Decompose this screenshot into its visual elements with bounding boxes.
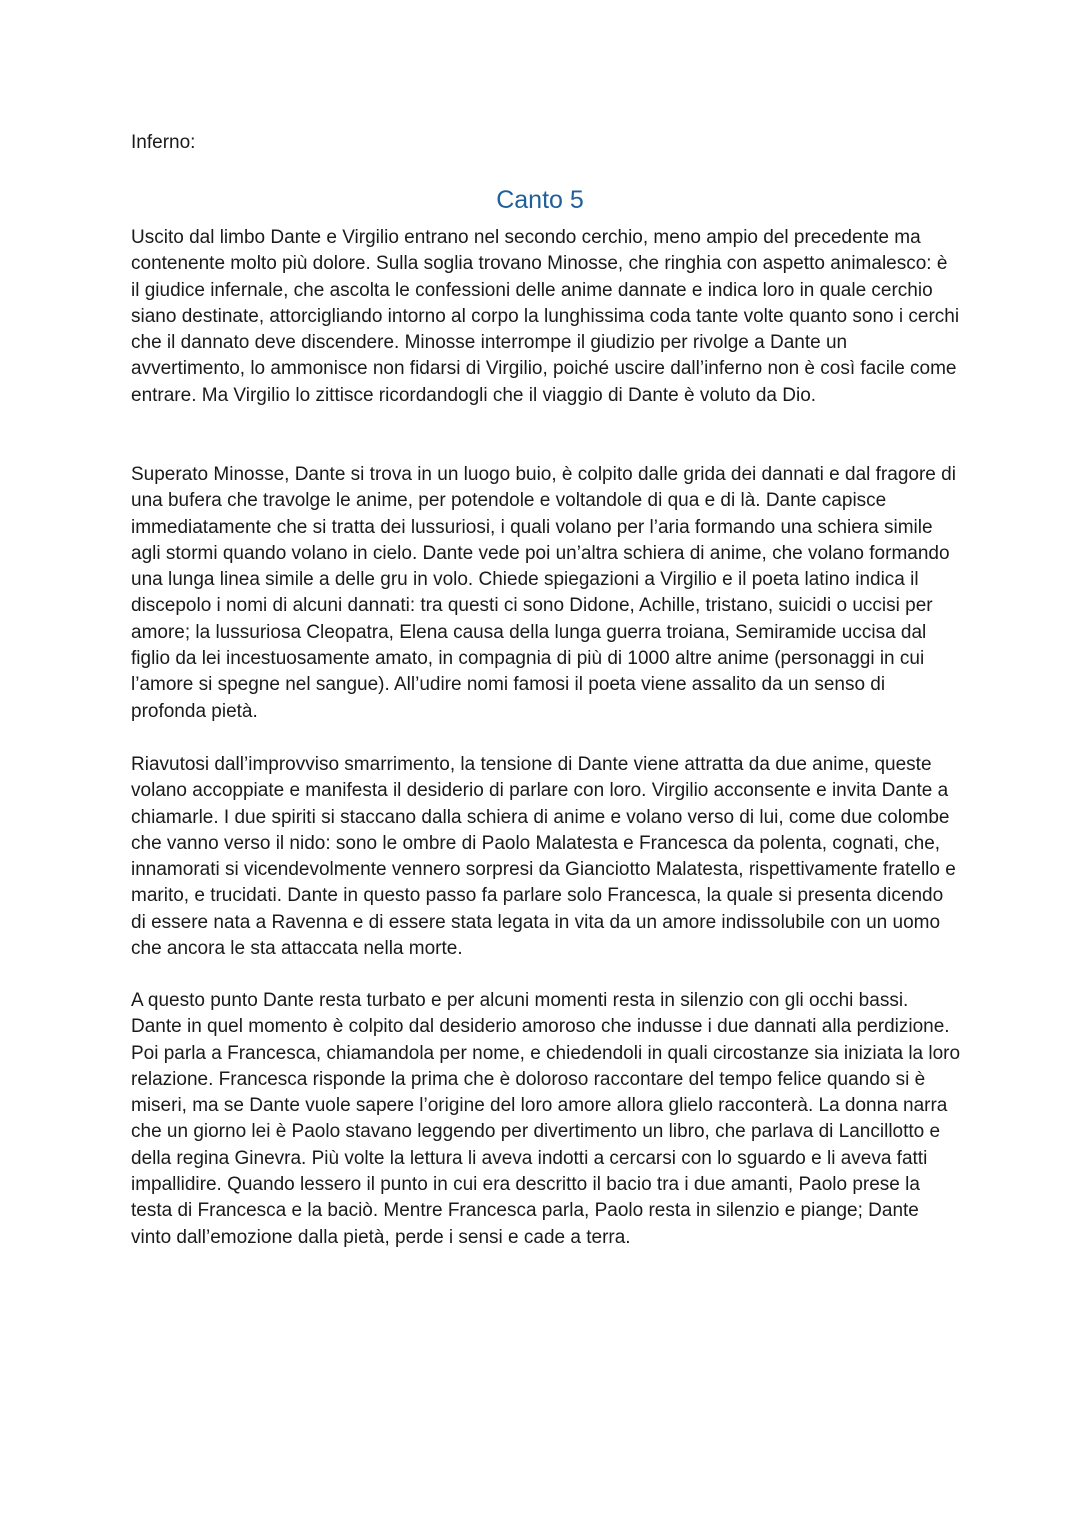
- paragraph-2: Superato Minosse, Dante si trova in un luogo buio, è colpito dalle grida dei dannati e dal fragore di una bufera che travolge le anime, per potendole e voltandole di qua e di là. Dante capisce immediatamente che si tratta dei lussuriosi, i quali volano per l’aria formando una schiera simile agli stormi quando volano in cielo. Dante vede poi un’altra schiera di anime, che volano formando una lunga linea simile a delle gru in volo. Chiede spiegazioni a Virgilio e il poeta latino indica il discepolo i nomi di alcuni dannati: tra questi ci sono Didone, Achille, tristano, suicidi o uccisi per amore; la lussuriosa Cleopatra, Elena causa della lunga guerra troiana, Semiramide uccisa dal figlio da lei incestuosamente amato, in compagnia di più di 1000 altre anime (personaggi in cui l’amore si spegne nel sangue). All’udire nomi famosi il poeta viene assalito da un senso di profonda pietà.: [131, 464, 956, 722]
- paragraph-1: Uscito dal limbo Dante e Virgilio entrano nel secondo cerchio, meno ampio del precedente ma contenente molto più dolore. Sulla soglia trovano Minosse, che ringhia con aspetto animalesco: è il giudice infernale, che ascolta le confessioni delle anime dannate e indica loro in quale cerchio siano destinate, attorcigliando intorno al corpo la lunghissima coda tante volte quanto sono i cerchi che il dannato deve discendere. Minosse interrompe il giudizio per rivolge a Dante un avvertimento, lo ammonisce non fidarsi di Virgilio, poiché uscire dall’inferno non è così facile come entrare. Ma Virgilio lo zittisce ricordandogli che il viaggio di Dante è voluto da Dio.: [131, 227, 960, 406]
- canto-heading: Canto 5: [496, 186, 584, 214]
- paragraph-3: Riavutosi dall’improvviso smarrimento, la tensione di Dante viene attratta da due anime, queste volano accoppiate e manifesta il desiderio di parlare con loro. Virgilio acconsente e invita Dante a chiamarle. I due spiriti si staccano dalla schiera di anime e volano verso di lui, come due colombe che vanno verso il nido: sono le ombre di Paolo Malatesta e Francesca da polenta, cognati, che, innamorati si vicendevolmente vennero sorpresi da Gianciotto Malatesta, rispettivamente fratello e marito, e trucidati. Dante in questo passo fa parlare solo Francesca, la quale si presenta dicendo di essere nata a Ravenna e di essere stata legata in vita da un amore indissolubile con un uomo che ancora le sta attaccata nella morte.: [131, 754, 956, 960]
- paragraph-4: A questo punto Dante resta turbato e per alcuni momenti resta in silenzio con gli occhi bassi. Dante in quel momento è colpito dal desiderio amoroso che indusse i due dannati alla perdizione. Poi parla a Francesca, chiamandola per nome, e chiedendoli in quali circostanze sia iniziata la loro relazione. Francesca risponde la prima che è doloroso raccontare del tempo felice quando si è miseri, ma se Dante vuole sapere l’origine del loro amore allora glielo racconterà. La donna narra che un giorno lei è Paolo stavano leggendo per divertimento un libro, che parlava di Lancillotto e della regina Ginevra. Più volte la lettura li aveva indotti a cercarsi con lo sguardo e li aveva fatti impallidire. Quando lessero il punto in cui era descritto il bacio tra i due amanti, Paolo prese la testa di Francesca e la baciò. Mentre Francesca parla, Paolo resta in silenzio e piange; Dante vinto dall’emozione dalla pietà, perde i sensi e cade a terra.: [131, 990, 961, 1248]
- section-label: Inferno:: [131, 132, 196, 153]
